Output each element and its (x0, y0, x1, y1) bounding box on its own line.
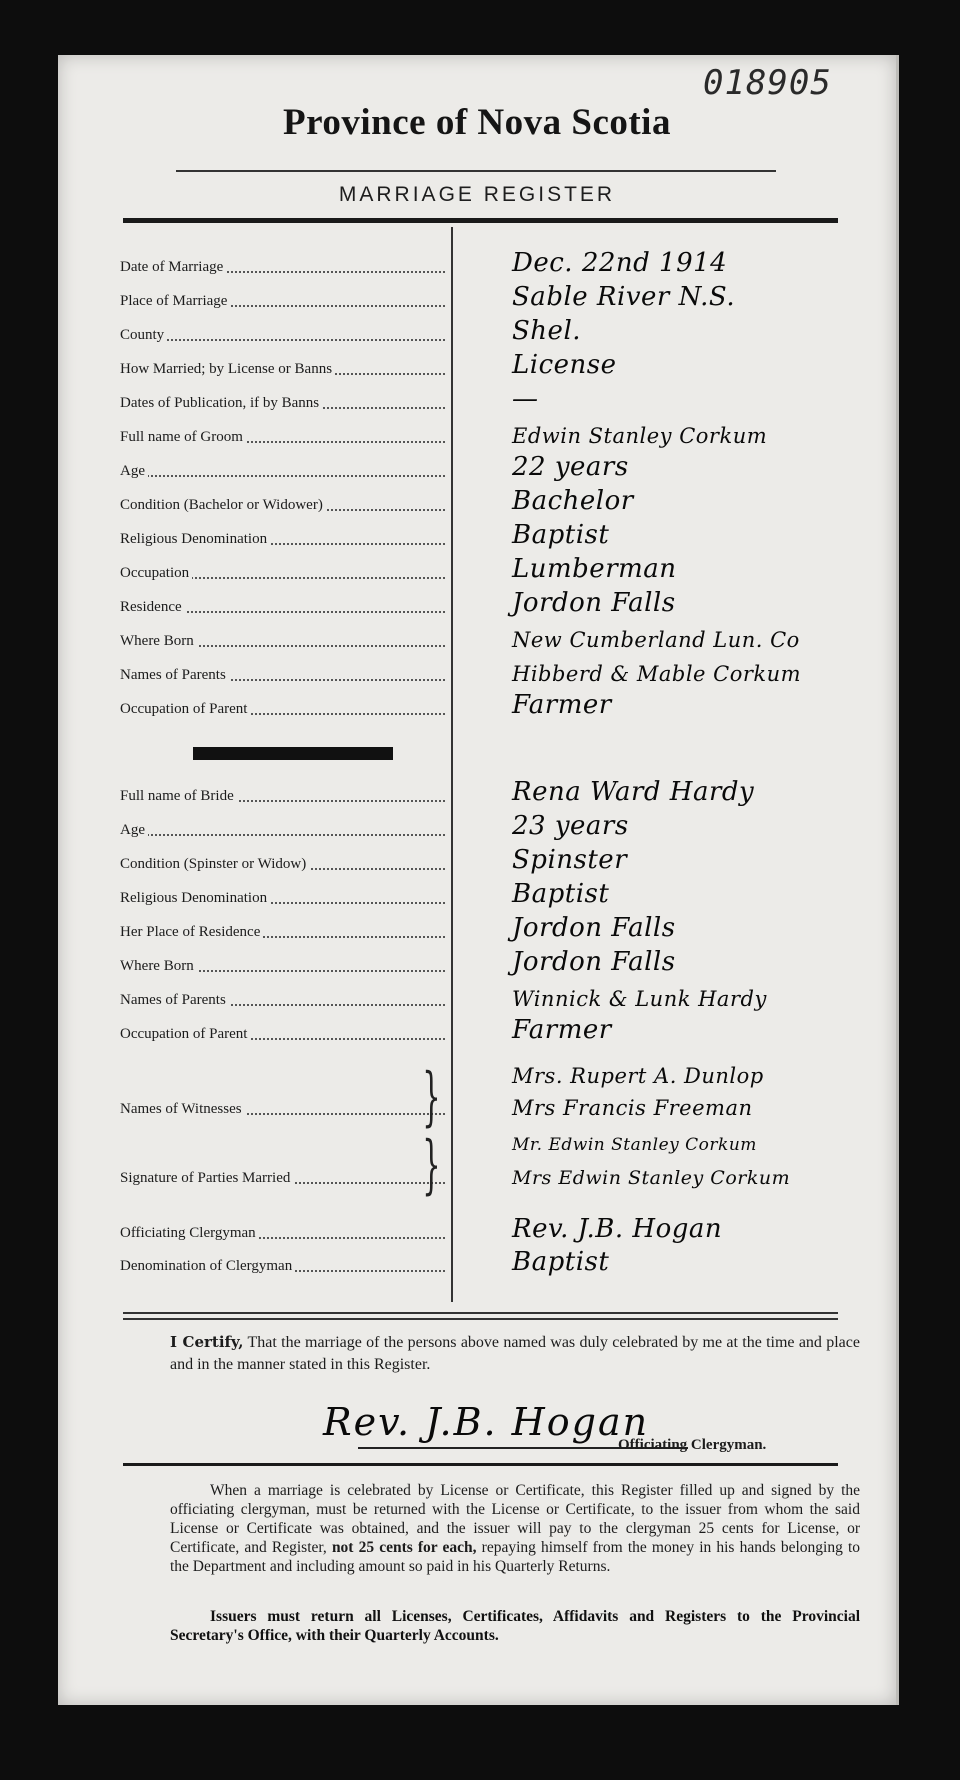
field-row (120, 452, 900, 484)
field-label (120, 463, 445, 480)
field-label (120, 992, 445, 1009)
field-value: Shel. (512, 316, 582, 346)
field-label-text: Residence (120, 599, 185, 615)
field-label (120, 599, 445, 616)
field-row (120, 282, 900, 314)
field-label-parties (120, 1170, 445, 1187)
field-label (120, 361, 445, 378)
field-row (120, 1015, 900, 1047)
field-label (120, 429, 445, 446)
field-label (120, 856, 445, 873)
field-row (120, 981, 900, 1013)
certify-lead: I Certify, (170, 1333, 244, 1351)
field-label (120, 1026, 445, 1043)
field-value: Jordon Falls (512, 588, 676, 618)
field-label-text: Her Place of Residence (120, 924, 263, 940)
field-value: License (512, 350, 617, 380)
field-row (120, 879, 900, 911)
leader-dots (120, 834, 445, 836)
field-value: Spinster (512, 845, 628, 875)
field-label-text: Condition (Bachelor or Widower) (120, 497, 326, 513)
field-row (120, 811, 900, 843)
field-label-text: Denomination of Clergyman (120, 1258, 295, 1274)
field-label-text: Age (120, 463, 148, 479)
field-label (120, 293, 445, 310)
field-value: Sable River N.S. (512, 282, 736, 312)
field-row (120, 1247, 900, 1279)
field-value: Farmer (512, 1015, 612, 1045)
field-row (120, 418, 900, 450)
certify-body: That the marriage of the persons above named was duly celebrated by me at the time and place and in the manner stated in this Register. (170, 1334, 860, 1373)
field-value: Winnick & Lunk Hardy (512, 987, 767, 1011)
notice-rule (123, 1463, 838, 1466)
field-row (120, 554, 900, 586)
field-row (120, 350, 900, 382)
field-label-witnesses (120, 1101, 445, 1118)
field-label (120, 259, 445, 276)
witnesses-brace: } (422, 1060, 441, 1134)
field-row-witness-1 (120, 1058, 900, 1090)
field-value-witness-2: Mrs Francis Freeman (512, 1096, 753, 1120)
field-label-text: Religious Denomination (120, 531, 270, 547)
field-row (120, 845, 900, 877)
field-label-text: Dates of Publication, if by Banns (120, 395, 322, 411)
field-label-text: Where Born (120, 958, 197, 974)
field-label-text: Names of Parents (120, 667, 229, 683)
field-value: Baptist (512, 520, 610, 550)
field-label (120, 924, 445, 941)
field-label (120, 565, 445, 582)
field-value: 23 years (512, 811, 629, 841)
field-row (120, 947, 900, 979)
leader-dots (120, 339, 445, 341)
clergy-signature: Rev. J.B. Hogan (323, 1400, 650, 1444)
field-value: Jordon Falls (512, 947, 676, 977)
field-label-text: Names of Parents (120, 992, 229, 1008)
field-label (120, 788, 445, 805)
field-label (120, 958, 445, 975)
field-value: New Cumberland Lun. Co (512, 628, 800, 652)
field-value: Bachelor (512, 486, 634, 516)
field-row (120, 316, 900, 348)
field-label-text: Place of Marriage (120, 293, 230, 309)
certify-rule-top (123, 1312, 838, 1314)
field-value: Jordon Falls (512, 913, 676, 943)
signature-caption: Officiating Clergyman. (618, 1437, 767, 1453)
field-row (120, 777, 900, 809)
field-value: Lumberman (512, 554, 677, 584)
field-label-text: Occupation (120, 565, 192, 581)
field-label-text: Officiating Clergyman (120, 1225, 259, 1241)
field-row (120, 486, 900, 518)
field-value: Baptist (512, 1247, 610, 1277)
field-value: Rena Ward Hardy (512, 777, 755, 807)
field-label (120, 327, 445, 344)
field-label (120, 890, 445, 907)
field-row (120, 384, 900, 416)
instructions-notice (170, 1481, 860, 1576)
header-rule (123, 218, 838, 223)
field-row (120, 1214, 900, 1246)
notice-part-1: When a marriage is celebrated by License or Certificate, this Register filled up and signed by the officiating clergyman, must be returned with the License or Certificate, to the issuer from whom the said License or Certificate was obtained, and the issuer will pay to the clergyman 25 cents for License, or Certificate, and Register, (170, 1482, 860, 1556)
field-label-text: Condition (Spinster or Widow) (120, 856, 309, 872)
field-label (120, 497, 445, 514)
field-label-text: How Married; by License or Banns (120, 361, 335, 377)
field-value: Dec. 22nd 1914 (512, 248, 728, 278)
field-row (120, 913, 900, 945)
field-value: — (512, 384, 539, 414)
register-sheet (58, 55, 899, 1705)
notice-bold: not 25 cents for each, (331, 1539, 477, 1556)
certify-rule-top-2 (123, 1318, 838, 1320)
field-label-text: Date of Marriage (120, 259, 226, 275)
field-value: Hibberd & Mable Corkum (512, 662, 802, 686)
field-value-party-2: Mrs Edwin Stanley Corkum (512, 1167, 791, 1189)
certification-text (170, 1331, 860, 1376)
field-row (120, 622, 900, 654)
document-number: 018905 (703, 63, 832, 103)
issuer-footer-note: Issuers must return all Licenses, Certificates, Affidavits and Registers to the Provincial Secretary's Office, with their Quarterly Accounts. (170, 1608, 860, 1644)
field-row-witnesses (120, 1090, 900, 1122)
field-row (120, 690, 900, 722)
field-label-text: Signature of Parties Married (120, 1170, 293, 1186)
field-row (120, 248, 900, 280)
field-label-text: Names of Witnesses (120, 1101, 245, 1117)
field-label-text: Where Born (120, 633, 197, 649)
field-label-text: County (120, 327, 167, 343)
field-label-text: Occupation of Parent (120, 701, 250, 717)
field-value: 22 years (512, 452, 629, 482)
field-label (120, 531, 445, 548)
title-rule (176, 170, 776, 172)
field-value-party-1: Mr. Edwin Stanley Corkum (512, 1135, 757, 1155)
field-label (120, 633, 445, 650)
bride-section-bar (193, 747, 393, 760)
field-row-parties (120, 1159, 900, 1191)
field-label-text: Religious Denomination (120, 890, 270, 906)
field-value: Rev. J.B. Hogan (512, 1214, 723, 1244)
parties-brace: } (422, 1128, 441, 1202)
leader-dots (120, 475, 445, 477)
field-label-text: Full name of Bride (120, 788, 237, 804)
field-label-text: Occupation of Parent (120, 1026, 250, 1042)
field-row (120, 520, 900, 552)
field-label (120, 667, 445, 684)
field-label (120, 1258, 445, 1275)
field-label (120, 822, 445, 839)
field-value: Edwin Stanley Corkum (512, 424, 768, 448)
field-label (120, 1225, 445, 1242)
field-value: Farmer (512, 690, 612, 720)
register-subtitle: MARRIAGE REGISTER (338, 183, 616, 206)
field-value: Baptist (512, 879, 610, 909)
field-label-text: Age (120, 822, 148, 838)
field-label-text: Full name of Groom (120, 429, 246, 445)
field-row-party-1 (120, 1125, 900, 1157)
page-title: Province of Nova Scotia (283, 102, 671, 143)
field-label (120, 701, 445, 718)
field-row (120, 656, 900, 688)
field-label (120, 395, 445, 412)
notice-part-2: repaying himself from the money in his hands belonging to the Department and including amount so paid in his Quarterly Returns. (170, 1539, 861, 1575)
field-value-witness-1: Mrs. Rupert A. Dunlop (512, 1064, 764, 1088)
field-row (120, 588, 900, 620)
